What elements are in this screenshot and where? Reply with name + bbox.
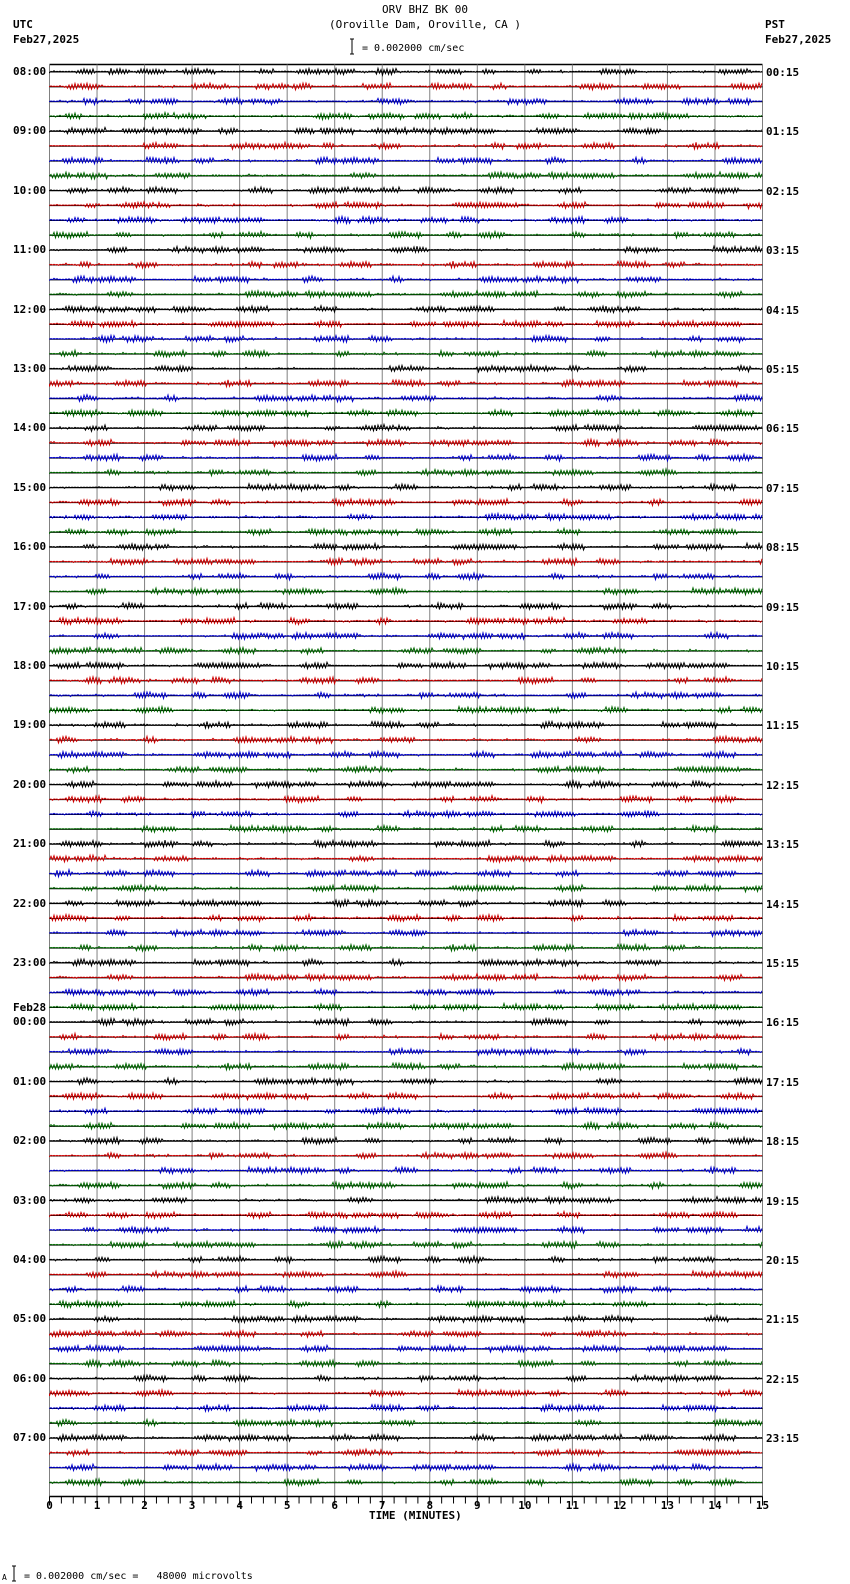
pst-hour-label: 03:15 (766, 244, 800, 258)
utc-hour-label: 10:00 (13, 183, 47, 197)
x-tick-label: 13 (660, 1499, 675, 1512)
pst-hour-label: 04:15 (766, 303, 800, 317)
footer-scale-text: = 0.002000 cm/sec = 48000 microvolts (24, 1571, 253, 1582)
x-tick-label: 3 (188, 1499, 196, 1512)
station-location: (Oroville Dam, Oroville, CA ) (328, 18, 522, 31)
x-tick-label: 4 (236, 1499, 243, 1512)
x-tick-label: 9 (473, 1499, 481, 1512)
left-date: Feb27,2025 (13, 33, 80, 46)
pst-hour-label: 19:15 (766, 1194, 800, 1208)
x-tick-label: 10 (518, 1499, 532, 1512)
x-axis-label: TIME (MINUTES) (369, 1509, 462, 1522)
pst-hour-label: 12:15 (766, 778, 800, 792)
utc-hour-label: 00:00 (13, 1015, 47, 1029)
utc-hour-label: 20:00 (13, 777, 47, 791)
utc-hour-label: 11:00 (13, 243, 47, 257)
station-title: ORV BHZ BK 00 (381, 3, 469, 16)
x-tick-label: 12 (613, 1499, 627, 1512)
pst-hour-label: 14:15 (766, 897, 800, 911)
x-tick-label: 0 (46, 1499, 53, 1512)
utc-hour-label: 19:00 (13, 718, 47, 732)
utc-hour-label: 03:00 (13, 1193, 47, 1207)
utc-hour-label: 21:00 (13, 837, 47, 851)
pst-hour-label: 05:15 (766, 363, 800, 376)
utc-hour-label: 02:00 (13, 1134, 47, 1148)
utc-hour-label: 15:00 (13, 480, 47, 494)
utc-hour-label: 16:00 (13, 540, 47, 554)
utc-hour-label: 13:00 (13, 362, 47, 375)
x-tick-label: 1 (93, 1499, 101, 1512)
utc-hour-label: 23:00 (13, 956, 47, 969)
pst-hour-label: 01:15 (766, 125, 800, 139)
pst-hour-label: 08:15 (766, 541, 800, 555)
pst-hour-label: 22:15 (766, 1372, 800, 1386)
x-tick-label: 6 (331, 1499, 338, 1512)
pst-hour-label: 18:15 (766, 1135, 800, 1149)
pst-hour-label: 06:15 (766, 422, 800, 436)
x-tick-label: 8 (426, 1499, 434, 1512)
utc-hour-label: 12:00 (13, 302, 47, 316)
utc-date-change-label: Feb28 (13, 1001, 47, 1015)
right-timezone: PST (765, 18, 785, 31)
x-tick-label: 7 (378, 1499, 386, 1512)
pst-hour-label: 16:15 (766, 1016, 800, 1030)
pst-hour-label: 23:15 (766, 1432, 800, 1446)
x-tick-label: 11 (565, 1499, 579, 1512)
utc-hour-label: 06:00 (13, 1371, 47, 1385)
pst-hour-label: 07:15 (766, 481, 800, 495)
footer-scale-prefix: A (2, 1573, 7, 1582)
pst-hour-label: 20:15 (766, 1254, 800, 1267)
utc-hour-label: 17:00 (13, 599, 47, 613)
x-tick-label: 5 (283, 1499, 291, 1512)
utc-hour-label: 22:00 (13, 896, 47, 910)
utc-hour-label: 04:00 (13, 1253, 47, 1266)
pst-hour-label: 17:15 (766, 1075, 800, 1089)
utc-hour-label: 05:00 (13, 1312, 47, 1326)
pst-hour-label: 10:15 (766, 660, 800, 673)
right-date: Feb27,2025 (765, 33, 832, 46)
utc-hour-label: 14:00 (13, 421, 47, 435)
pst-hour-label: 00:15 (766, 66, 800, 79)
pst-hour-label: 02:15 (766, 184, 800, 198)
footer-scale-bar-icon (10, 1565, 20, 1583)
utc-hour-label: 08:00 (13, 65, 47, 78)
pst-hour-label: 21:15 (766, 1313, 800, 1327)
x-tick-label: 14 (708, 1499, 722, 1512)
header-scale-text: = 0.002000 cm/sec (362, 43, 465, 54)
pst-hour-label: 13:15 (766, 838, 800, 852)
x-tick-label: 15 (755, 1499, 770, 1512)
left-timezone: UTC (13, 18, 33, 31)
utc-hour-label: 01:00 (13, 1074, 47, 1088)
pst-hour-label: 09:15 (766, 600, 800, 614)
x-tick-label: 2 (141, 1499, 148, 1512)
pst-hour-label: 11:15 (766, 719, 800, 733)
utc-hour-label: 09:00 (13, 124, 47, 138)
utc-hour-label: 07:00 (13, 1431, 47, 1445)
utc-hour-label: 18:00 (13, 659, 47, 672)
pst-hour-label: 15:15 (766, 957, 800, 970)
